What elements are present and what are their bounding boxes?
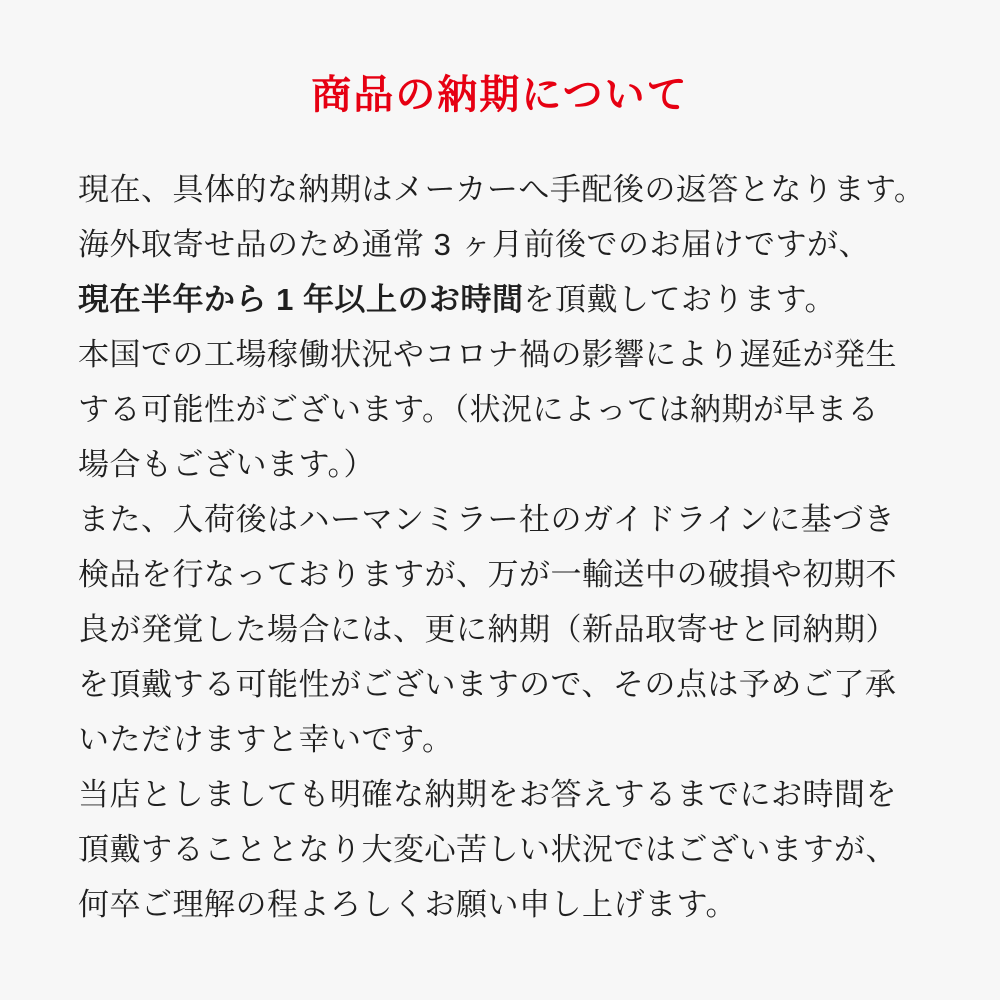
notice-body [78,162,926,932]
notice-line [78,602,922,657]
notice-line-text: 現在、具体的な納期はメーカーへ手配後の返答となります。 [78,172,926,207]
notice-line [78,822,922,877]
notice-line-text: 海外取寄せ品のため通常 3 ヶ月前後でのお届けですが、 [78,227,870,262]
notice-title: 商品の納期について [311,73,689,117]
notice-line-text: 検品を行なっておりますが、万が一輸送中の破損や初期不 [78,557,897,592]
notice-line [78,712,922,767]
notice-line-text: を頂戴する可能性がございますので、その点は予めご了承 [78,667,897,702]
notice-line [78,382,922,437]
notice-line [78,492,922,547]
notice-line [78,437,922,492]
notice-line [78,767,922,822]
notice-line-text: 本国での工場稼働状況やコロナ禍の影響により遅延が発生 [78,337,897,372]
notice-line [78,272,922,327]
notice-line-text: する可能性がございます。（状況によっては納期が早まる [78,392,880,427]
notice-line [78,547,922,602]
notice-line-bold-text: 現在半年から 1 年以上のお時間 [78,282,524,317]
notice-line-text: 頂戴することとなり大変心苦しい状況ではございますが、 [78,832,897,867]
notice-line-text: 場合もございます。） [78,447,376,482]
notice-line-text: 良が発覚した場合には、更に納期（新品取寄せと同納期） [78,612,897,647]
notice-line-text: 何卒ご理解の程よろしくお願い申し上げます。 [78,887,738,922]
notice-line-text: また、入荷後はハーマンミラー社のガイドラインに基づき [78,502,896,537]
notice-line [78,657,922,712]
notice-line-text: いただけますと幸いです。 [78,722,454,757]
notice-line [78,327,922,382]
notice-line-text: 当店としましても明確な納期をお答えするまでにお時間を [78,777,897,812]
notice-line-text: を頂戴しております。 [523,282,836,317]
notice-line [78,217,922,272]
notice-line [78,162,926,217]
notice-line [78,877,922,932]
